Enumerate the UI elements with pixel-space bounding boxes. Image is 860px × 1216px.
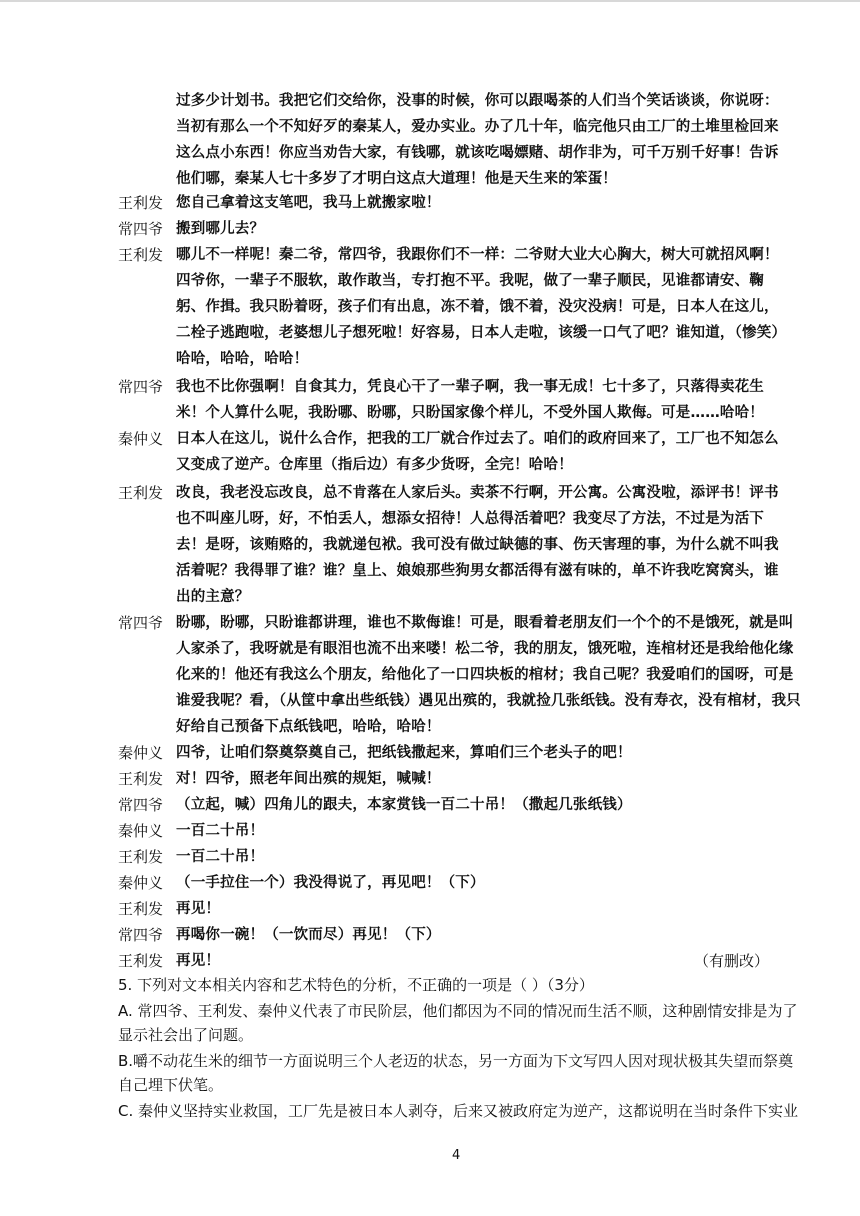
dialogue-line: 好给自己预备下点纸钱吧，哈哈，哈哈！ <box>176 719 441 735</box>
speaker-name: 常四爷 <box>118 378 164 396</box>
dialogue-line: （立起，喊）四角儿的跟夫，本家赏钱一百二十吊！（撒起几张纸钱） <box>176 797 632 813</box>
speaker-name: 秦仲义 <box>118 430 164 448</box>
dialogue-line: 对！四爷，照老年间出殡的规矩，喊喊！ <box>176 771 441 787</box>
option-c: C. 秦仲义坚持实业救国，工厂先是被日本人剥夺，后来又被政府定为逆产，这都说明在当时条件下实业 <box>118 1102 799 1120</box>
speaker-name: 王利发 <box>118 194 164 212</box>
dialogue-line: 日本人在这儿，说什么合作，把我的工厂就合作过去了。咱们的政府回来了，工厂也不知怎么 <box>176 431 779 447</box>
dialogue-line: 您自己拿着这支笔吧，我马上就搬家啦！ <box>176 195 441 211</box>
text-line: 当初有那么一个不知好歹的秦某人，爱办实业。办了几十年，临完他只由工厂的土堆里检回来 <box>176 119 779 135</box>
edited-note: （有删改） <box>694 952 770 970</box>
dialogue-line: 再见！ <box>176 953 221 969</box>
speaker-name: 王利发 <box>118 848 164 866</box>
text-line: 这么点小东西！你应当劝告大家，有钱哪，就该吃喝嫖赌、胡作非为，可千万别千好事！告诉 <box>176 145 779 161</box>
question-stem: 5. 下列对文本相关内容和艺术特色的分析，不正确的一项是（ ）（3分） <box>118 976 594 994</box>
speaker-name: 秦仲义 <box>118 874 164 892</box>
speaker-name: 常四爷 <box>118 614 164 632</box>
dialogue-line: 一百二十吊！ <box>176 849 265 865</box>
dialogue-line: 二栓子逃跑啦，老婆想儿子想死啦！好容易，日本人走啦，该缓一口气了吧？谁知道，（惨笑） <box>176 325 787 341</box>
dialogue-line: 躬、作揖。我只盼着呀，孩子们有出息，冻不着，饿不着，没灾没病！可是，日本人在这儿， <box>176 299 779 315</box>
dialogue-line: 一百二十吊！ <box>176 823 265 839</box>
speaker-name: 常四爷 <box>118 926 164 944</box>
text-line: 过多少计划书。我把它们交给你，没事的时候，你可以跟喝茶的人们当个笑话谈谈，你说呀： <box>176 93 779 109</box>
option-a: A. 常四爷、王利发、秦仲义代表了市民阶层，他们都因为不同的情况而生活不顺，这种剧情安排是为了 <box>118 1002 798 1020</box>
speaker-name: 秦仲义 <box>118 744 164 762</box>
dialogue-line: 哪儿不一样呢！秦二爷，常四爷，我跟你们不一样：二爷财大业大心胸大，树大可就招风啊！ <box>176 247 779 263</box>
dialogue-line: 改良，我老没忘改良，总不肯落在人家后头。卖茶不行啊，开公寓。公寓没啦，添评书！评书 <box>176 485 779 501</box>
dialogue-line: 四爷，让咱们祭奠祭奠自己，把纸钱撒起来，算咱们三个老头子的吧！ <box>176 745 632 761</box>
dialogue-line: 盼哪，盼哪，只盼谁都讲理，谁也不欺侮谁！可是，眼看着老朋友们一个个的不是饿死，就是叫 <box>176 615 794 631</box>
speaker-name: 王利发 <box>118 484 164 502</box>
speaker-name: 王利发 <box>118 952 164 970</box>
speaker-name: 秦仲义 <box>118 822 164 840</box>
dialogue-line: 去！是呀，该贿赂的，我就递包袱。我可没有做过缺德的事、伤天害理的事，为什么就不叫我 <box>176 537 779 553</box>
dialogue-line: 化来的！他还有我这么个朋友，给他化了一口四块板的棺材；我自己呢？我爱咱们的国呀，可是 <box>176 667 794 683</box>
dialogue-line: 我也不比你强啊！自食其力，凭良心干了一辈子啊，我一事无成！七十多了，只落得卖花生 <box>176 379 764 395</box>
dialogue-line: 谁爱我呢？看，（从筐中拿出些纸钱）遇见出殡的，我就捡几张纸钱。没有寿衣，没有棺材，我只 <box>176 693 801 709</box>
speaker-name: 王利发 <box>118 900 164 918</box>
dialogue-line: 人家杀了，我呀就是有眼泪也流不出来喽！松二爷，我的朋友，饿死啦，连棺材还是我给他化缘 <box>176 641 794 657</box>
dialogue-line: 再喝你一碗！（一饮而尽）再见！（下） <box>176 927 441 943</box>
speaker-name: 王利发 <box>118 246 164 264</box>
dialogue-line: 搬到哪儿去？ <box>176 221 265 237</box>
text-line: 他们哪，秦某人七十多岁了才明白这点大道理！他是天生来的笨蛋！ <box>176 171 617 187</box>
dialogue-line: 哈哈，哈哈，哈哈！ <box>176 351 309 367</box>
dialogue-line: 出的主意？ <box>176 589 250 605</box>
speaker-name: 常四爷 <box>118 796 164 814</box>
option-b-cont: 自己埋下伏笔。 <box>118 1076 224 1094</box>
dialogue-line: 再见！ <box>176 901 221 917</box>
dialogue-line: 四爷你，一辈子不服软，敢作敢当，专打抱不平。我呢，做了一辈子顺民，见谁都请安、鞠 <box>176 273 764 289</box>
page-number: 4 <box>452 1148 461 1163</box>
speaker-name: 常四爷 <box>118 220 164 238</box>
dialogue-line: （一手拉住一个）我没得说了，再见吧！（下） <box>176 875 485 891</box>
dialogue-line: 又变成了逆产。仓库里（指后边）有多少货呀，全完！哈哈！ <box>176 457 573 473</box>
option-a-cont: 显示社会出了问题。 <box>118 1026 254 1044</box>
option-b: B.嚼不动花生米的细节一方面说明三个人老迈的状态，另一方面为下文写四人因对现状极其失望而祭奠 <box>118 1052 794 1070</box>
dialogue-line: 也不叫座儿呀，好，不怕丢人，想添女招待！人总得活着吧？我变尽了方法，不过是为活下 <box>176 511 764 527</box>
dialogue-line: 活着呢？我得罪了谁？谁？皇上、娘娘那些狗男女都活得有滋有味的，单不许我吃窝窝头，谁 <box>176 563 779 579</box>
speaker-name: 王利发 <box>118 770 164 788</box>
dialogue-line: 米！个人算什么呢，我盼哪、盼哪，只盼国家像个样儿，不受外国人欺侮。可是……哈哈！ <box>176 405 764 421</box>
